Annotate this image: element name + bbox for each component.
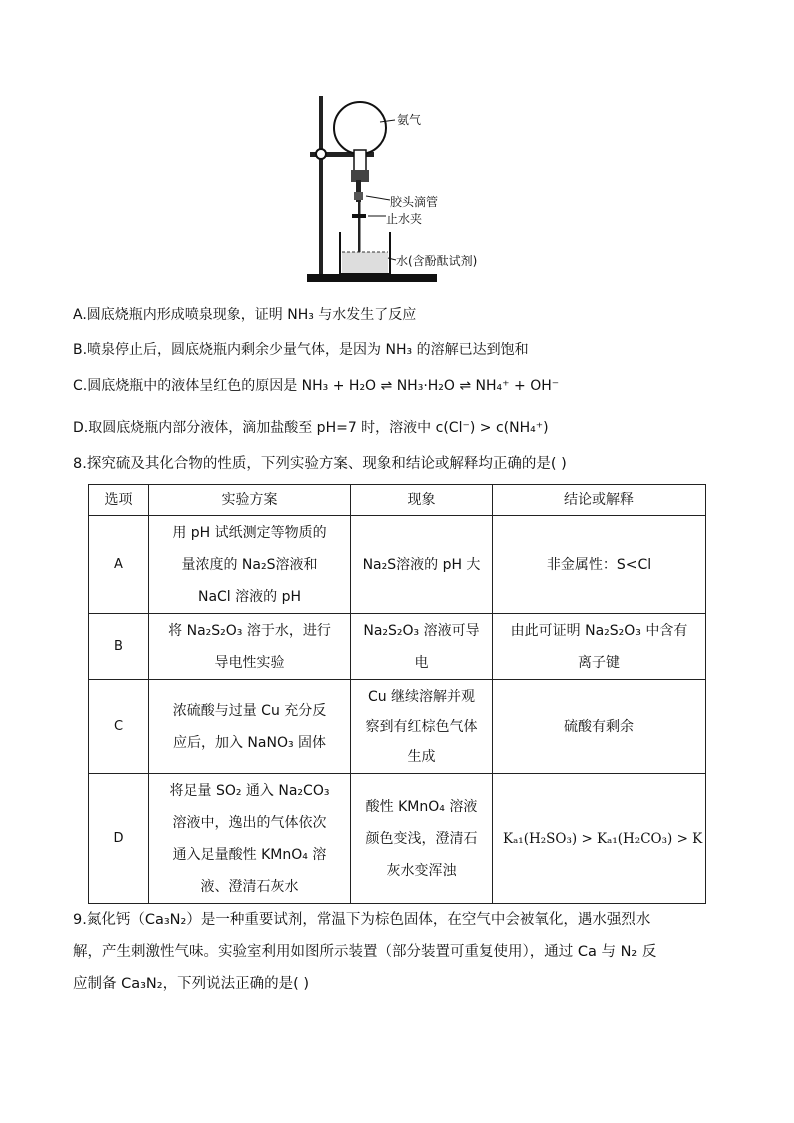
option-b: B.喷泉停止后，圆底烧瓶内剩余少量气体，是因为 NH₃ 的溶解已达到饱和 xyxy=(73,342,529,358)
row-conclusion xyxy=(493,516,706,614)
conclusion-line: 非金属性：S<Cl xyxy=(546,556,652,573)
round-bottom-flask xyxy=(334,102,386,154)
plan-line: 浓硫酸与过量 Cu 充分反 xyxy=(172,702,327,719)
phenomenon-line: 颜色变浅，澄清石 xyxy=(365,830,478,847)
label-clamp: 止水夹 xyxy=(386,212,423,226)
label-dropper: 胶头滴管 xyxy=(390,195,439,209)
plan-line: NaCl 溶液的 pH xyxy=(197,588,302,605)
plan-line: 应后，加入 NaNO₃ 固体 xyxy=(172,734,327,751)
phenomenon-line: 酸性 KMnO₄ 溶液 xyxy=(365,798,478,815)
row-option: C xyxy=(89,680,149,774)
plan-line: 用 pH 试纸测定等物质的 xyxy=(172,524,327,541)
phenomenon-line: Na₂S₂O₃ 溶液可导 xyxy=(363,622,480,639)
question-9-line: 解，产生刺激性气味。实验室利用如图所示装置（部分装置可重复使用），通过 Ca 与 N₂ 反 xyxy=(73,944,657,960)
question-8-stem: 8.探究硫及其化合物的性质，下列实验方案、现象和结论或解释均正确的是( ) xyxy=(73,456,567,472)
phenomenon-line: 电 xyxy=(414,654,429,671)
phenomenon-line: 生成 xyxy=(407,748,436,765)
phenomenon-line: 灰水变浑浊 xyxy=(386,862,457,879)
stand-base xyxy=(307,274,437,282)
row-plan xyxy=(149,614,351,680)
plan-line: 导电性实验 xyxy=(214,654,285,671)
table-row xyxy=(89,774,706,904)
conclusion-line: Kₐ₁(H₂SO₃) > Kₐ₁(H₂CO₃) > K xyxy=(503,830,703,847)
row-plan xyxy=(149,774,351,904)
plan-line: 量浓度的 Na₂S溶液和 xyxy=(181,556,318,573)
stand-rod xyxy=(319,96,323,276)
conclusion-line: 离子键 xyxy=(578,654,620,671)
row-phenomenon xyxy=(351,516,493,614)
question-9 xyxy=(73,904,723,1000)
experiment-table xyxy=(88,484,706,904)
phenomenon-line: Cu 继续溶解并观 xyxy=(367,688,476,705)
row-conclusion xyxy=(493,774,706,904)
option-d: D.取圆底烧瓶内部分液体，滴加盐酸至 pH=7 时，溶液中 c(Cl⁻) > c(NH₄⁺) xyxy=(73,420,549,436)
header-phenomenon: 现象 xyxy=(351,485,493,516)
table-row xyxy=(89,680,706,774)
header-plan: 实验方案 xyxy=(149,485,351,516)
question-9-line: 9.氮化钙（Ca₃N₂）是一种重要试剂，常温下为棕色固体，在空气中会被氧化，遇水强烈水 xyxy=(73,912,651,928)
phenomenon-line: 察到有红棕色气体 xyxy=(365,718,478,735)
row-option: B xyxy=(89,614,149,680)
row-conclusion xyxy=(493,680,706,774)
row-phenomenon xyxy=(351,774,493,904)
option-c: C.圆底烧瓶中的液体呈红色的原因是 NH₃ + H₂O ⇌ NH₃·H₂O ⇌ NH₄⁺ + OH⁻ xyxy=(73,378,560,394)
table-row xyxy=(89,614,706,680)
water-stop-clamp xyxy=(352,214,366,218)
conclusion-line: 硫酸有剩余 xyxy=(564,718,634,735)
table-row xyxy=(89,516,706,614)
row-option: A xyxy=(89,516,149,614)
row-phenomenon xyxy=(351,614,493,680)
label-ammonia: 氨气 xyxy=(397,113,422,127)
row-phenomenon xyxy=(351,680,493,774)
table-header-row xyxy=(89,485,706,516)
header-option: 选项 xyxy=(89,485,149,516)
plan-line: 将足量 SO₂ 通入 Na₂CO₃ xyxy=(169,782,330,799)
option-a: A.圆底烧瓶内形成喷泉现象，证明 NH₃ 与水发生了反应 xyxy=(73,307,417,323)
plan-line: 将 Na₂S₂O₃ 溶于水，进行 xyxy=(168,622,331,639)
row-plan xyxy=(149,680,351,774)
phenomenon-line: Na₂S溶液的 pH 大 xyxy=(362,556,481,573)
row-plan xyxy=(149,516,351,614)
label-water: 水(含酚酞试剂) xyxy=(396,254,478,268)
question-9-line: 应制备 Ca₃N₂，下列说法正确的是( ) xyxy=(73,976,310,992)
header-conclusion: 结论或解释 xyxy=(493,485,706,516)
plan-line: 溶液中，逸出的气体依次 xyxy=(172,814,327,831)
row-conclusion xyxy=(493,614,706,680)
conclusion-line: 由此可证明 Na₂S₂O₃ 中含有 xyxy=(510,622,688,639)
plan-line: 通入足量酸性 KMnO₄ 溶 xyxy=(172,846,327,863)
row-option: D xyxy=(89,774,149,904)
plan-line: 液、澄清石灰水 xyxy=(200,878,299,895)
